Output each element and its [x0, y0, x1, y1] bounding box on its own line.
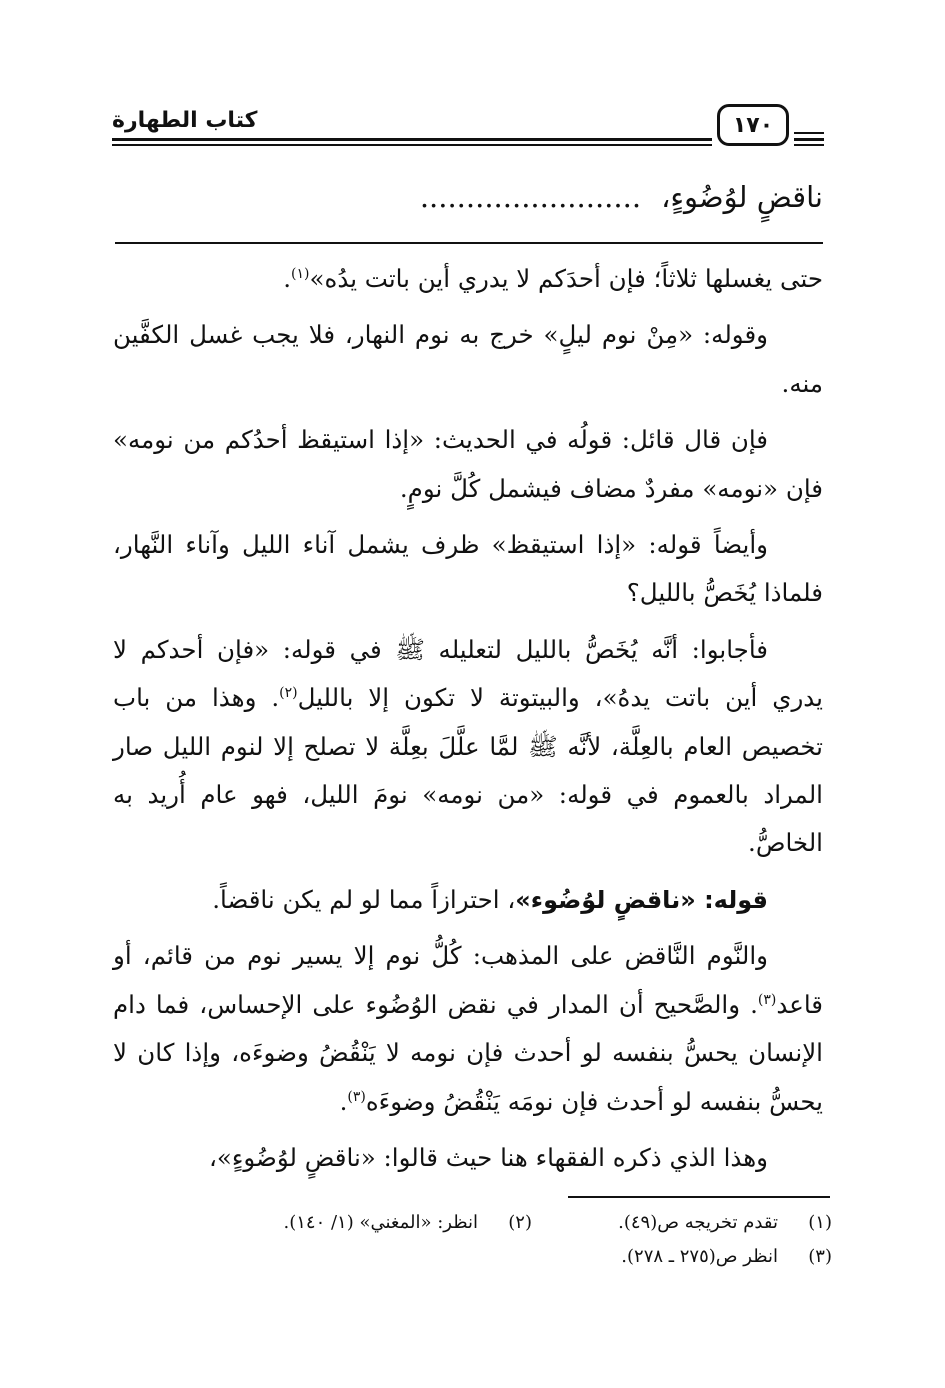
footnote-text: انظر: «المغني» (١/ ١٤٠).	[283, 1212, 478, 1233]
footnote-ref: (٣)	[347, 1088, 366, 1105]
footnote-number: (٣)	[808, 1246, 832, 1267]
footnotes	[120, 1206, 832, 1274]
footnote-2	[283, 1206, 532, 1240]
paragraph-1	[113, 255, 823, 303]
commentary-body	[113, 255, 823, 1190]
matn-separator	[115, 242, 823, 244]
paragraph-text: وأيضاً قوله: «إذا استيقظ» ظرف يشمل آناء الليل وآناء النَّهار، فلماذا يُخَصُّ بالليل؟	[113, 530, 823, 608]
page-number: ١٧٠	[717, 104, 789, 146]
footnote-separator	[568, 1196, 830, 1198]
matn-quote-bold: قوله: «ناقضٍ لوُضُوء»	[515, 885, 768, 914]
paragraph-4	[113, 521, 823, 618]
header-rule-thin	[112, 144, 712, 146]
paragraph-tail: . والصَّحيح أن المدار في نقض الوُضُوء على الإحساس، فما دام الإنسان يحسُّ بنفسه لو أحدث فإن نومه لا يَنْقُضُ وضوءَه، وإذا كان لا يحسُّ بنفسه لو أحدث فإن نومَه يَنْقُضُ وضوءَه	[113, 989, 823, 1116]
header-rule-right-2	[794, 138, 824, 141]
paragraph-text: فأجابوا: أنَّه يُخَصُّ بالليل لتعليله ﷺ في قوله: «فإن أحدكم لا يدري أين باتت يدهُ»، والبيتوتة لا تكون إلا بالليل	[113, 634, 823, 713]
page-header	[112, 100, 824, 158]
footnote-3	[621, 1240, 832, 1274]
footnote-number: (١)	[808, 1212, 832, 1233]
header-rule-right-3	[794, 144, 824, 146]
paragraph-6	[113, 876, 823, 924]
header-rule-right-1	[794, 132, 824, 134]
footnote-row-1	[120, 1206, 832, 1240]
footnote-ref: (٣)	[757, 991, 777, 1008]
paragraph-tail: .	[283, 264, 292, 293]
paragraph-text: والنَّوم النَّاقض على المذهب: كُلُّ نوم إلا يسير نوم من قائم، أو قاعد	[113, 941, 823, 1019]
footnote-1	[532, 1206, 832, 1240]
footnote-row-2	[120, 1240, 832, 1274]
paragraph-text: فإن قال قائل: قولُه في الحديث: «إذا استيقظ أحدُكم من نومه» فإن «نومه» مفردٌ مضاف فيشمل كُلَّ نومٍ.	[113, 425, 823, 503]
paragraph-8	[113, 1134, 823, 1182]
paragraph-text: وهذا الذي ذكره الفقهاء هنا حيث قالوا: «ناقضٍ لوُضُوءٍ»،	[208, 1142, 768, 1172]
footnote-text: انظر ص(٢٧٥ ـ ٢٧٨).	[621, 1246, 778, 1267]
matn-heading	[115, 175, 823, 219]
paragraph-3	[113, 416, 823, 513]
book-title: كتاب الطهارة	[112, 108, 258, 133]
paragraph-text: وقوله: «مِنْ نوم ليلٍ» خرج به نوم النهار، فلا يجب غسل الكفَّين منه.	[113, 320, 823, 398]
matn-dots: ........................	[419, 180, 642, 214]
footnote-ref: (٢)	[279, 685, 298, 702]
paragraph-2	[113, 311, 823, 408]
paragraph-5	[113, 626, 823, 868]
paragraph-tail: .	[339, 1086, 348, 1116]
footnote-number: (٢)	[508, 1212, 532, 1233]
paragraph-text: حتى يغسلها ثلاثاً؛ فإن أحدَكم لا يدري أين باتت يدُه»	[309, 264, 823, 293]
paragraph-7	[113, 932, 823, 1126]
footnote-text: تقدم تخريجه ص(٤٩).	[618, 1212, 778, 1233]
paragraph-text: ، احترازاً مما لو لم يكن ناقضاً.	[212, 884, 516, 914]
paragraph-tail: . وهذا من باب تخصيص العام بالعِلَّة، لأنَّه ﷺ لمَّا علَّلَ بعِلَّة لا تصلح إلا لنوم الليل صار المراد بالعموم في قوله: «من نومه» نومَ الليل، فهو عام أُريد به الخاصُّ.	[113, 683, 823, 858]
header-rule-thick	[112, 138, 712, 141]
matn-text: ناقضٍ لوُضُوءٍ،	[661, 180, 823, 214]
footnote-ref: (١)	[291, 265, 310, 282]
